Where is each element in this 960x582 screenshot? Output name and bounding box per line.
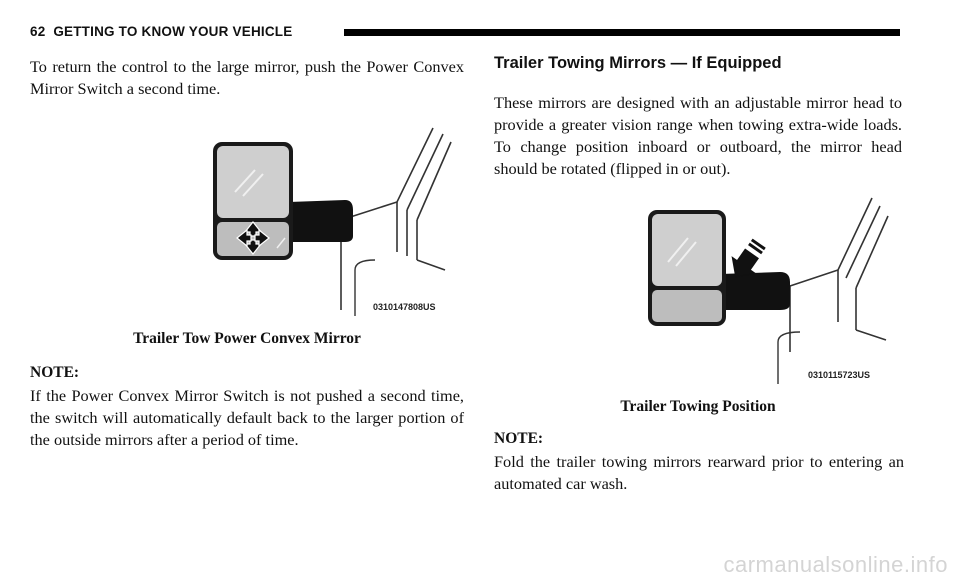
section-title: Trailer Towing Mirrors — If Equipped <box>494 54 782 72</box>
figure-caption: Trailer Tow Power Convex Mirror <box>133 330 361 347</box>
figure-code: 0310147808US <box>373 302 436 312</box>
note-paragraph: If the Power Convex Mirror Switch is not pushed a second time, the switch will automatically default back to the larger portion of the outside mirrors after a period of time. <box>30 386 464 449</box>
watermark: carmanualsonline.info <box>723 552 948 577</box>
page-header-text <box>30 24 292 39</box>
figure-code: 0310115723US <box>808 370 871 380</box>
towing-mirror-figure <box>640 192 890 387</box>
chapter-title: GETTING TO KNOW YOUR VEHICLE <box>53 24 293 39</box>
intro-paragraph: To return the control to the large mirror, push the Power Convex Mirror Switch a second time. <box>30 57 464 98</box>
page-header <box>30 22 900 42</box>
note-paragraph: Fold the trailer towing mirrors rearward prior to entering an automated car wash. <box>494 452 904 493</box>
note-label: NOTE: <box>494 430 544 447</box>
note-label: NOTE: <box>30 364 80 381</box>
figure-caption: Trailer Towing Position <box>620 398 776 415</box>
header-rule <box>344 29 900 36</box>
convex-mirror-figure <box>205 120 455 320</box>
page-number: 62 <box>30 24 46 39</box>
body-paragraph: These mirrors are designed with an adjustable mirror head to provide a greater vision range when towing extra-wide loads. To change position inboard or outboard, the mirror head should be rotated (flipped in or out). <box>494 93 902 178</box>
